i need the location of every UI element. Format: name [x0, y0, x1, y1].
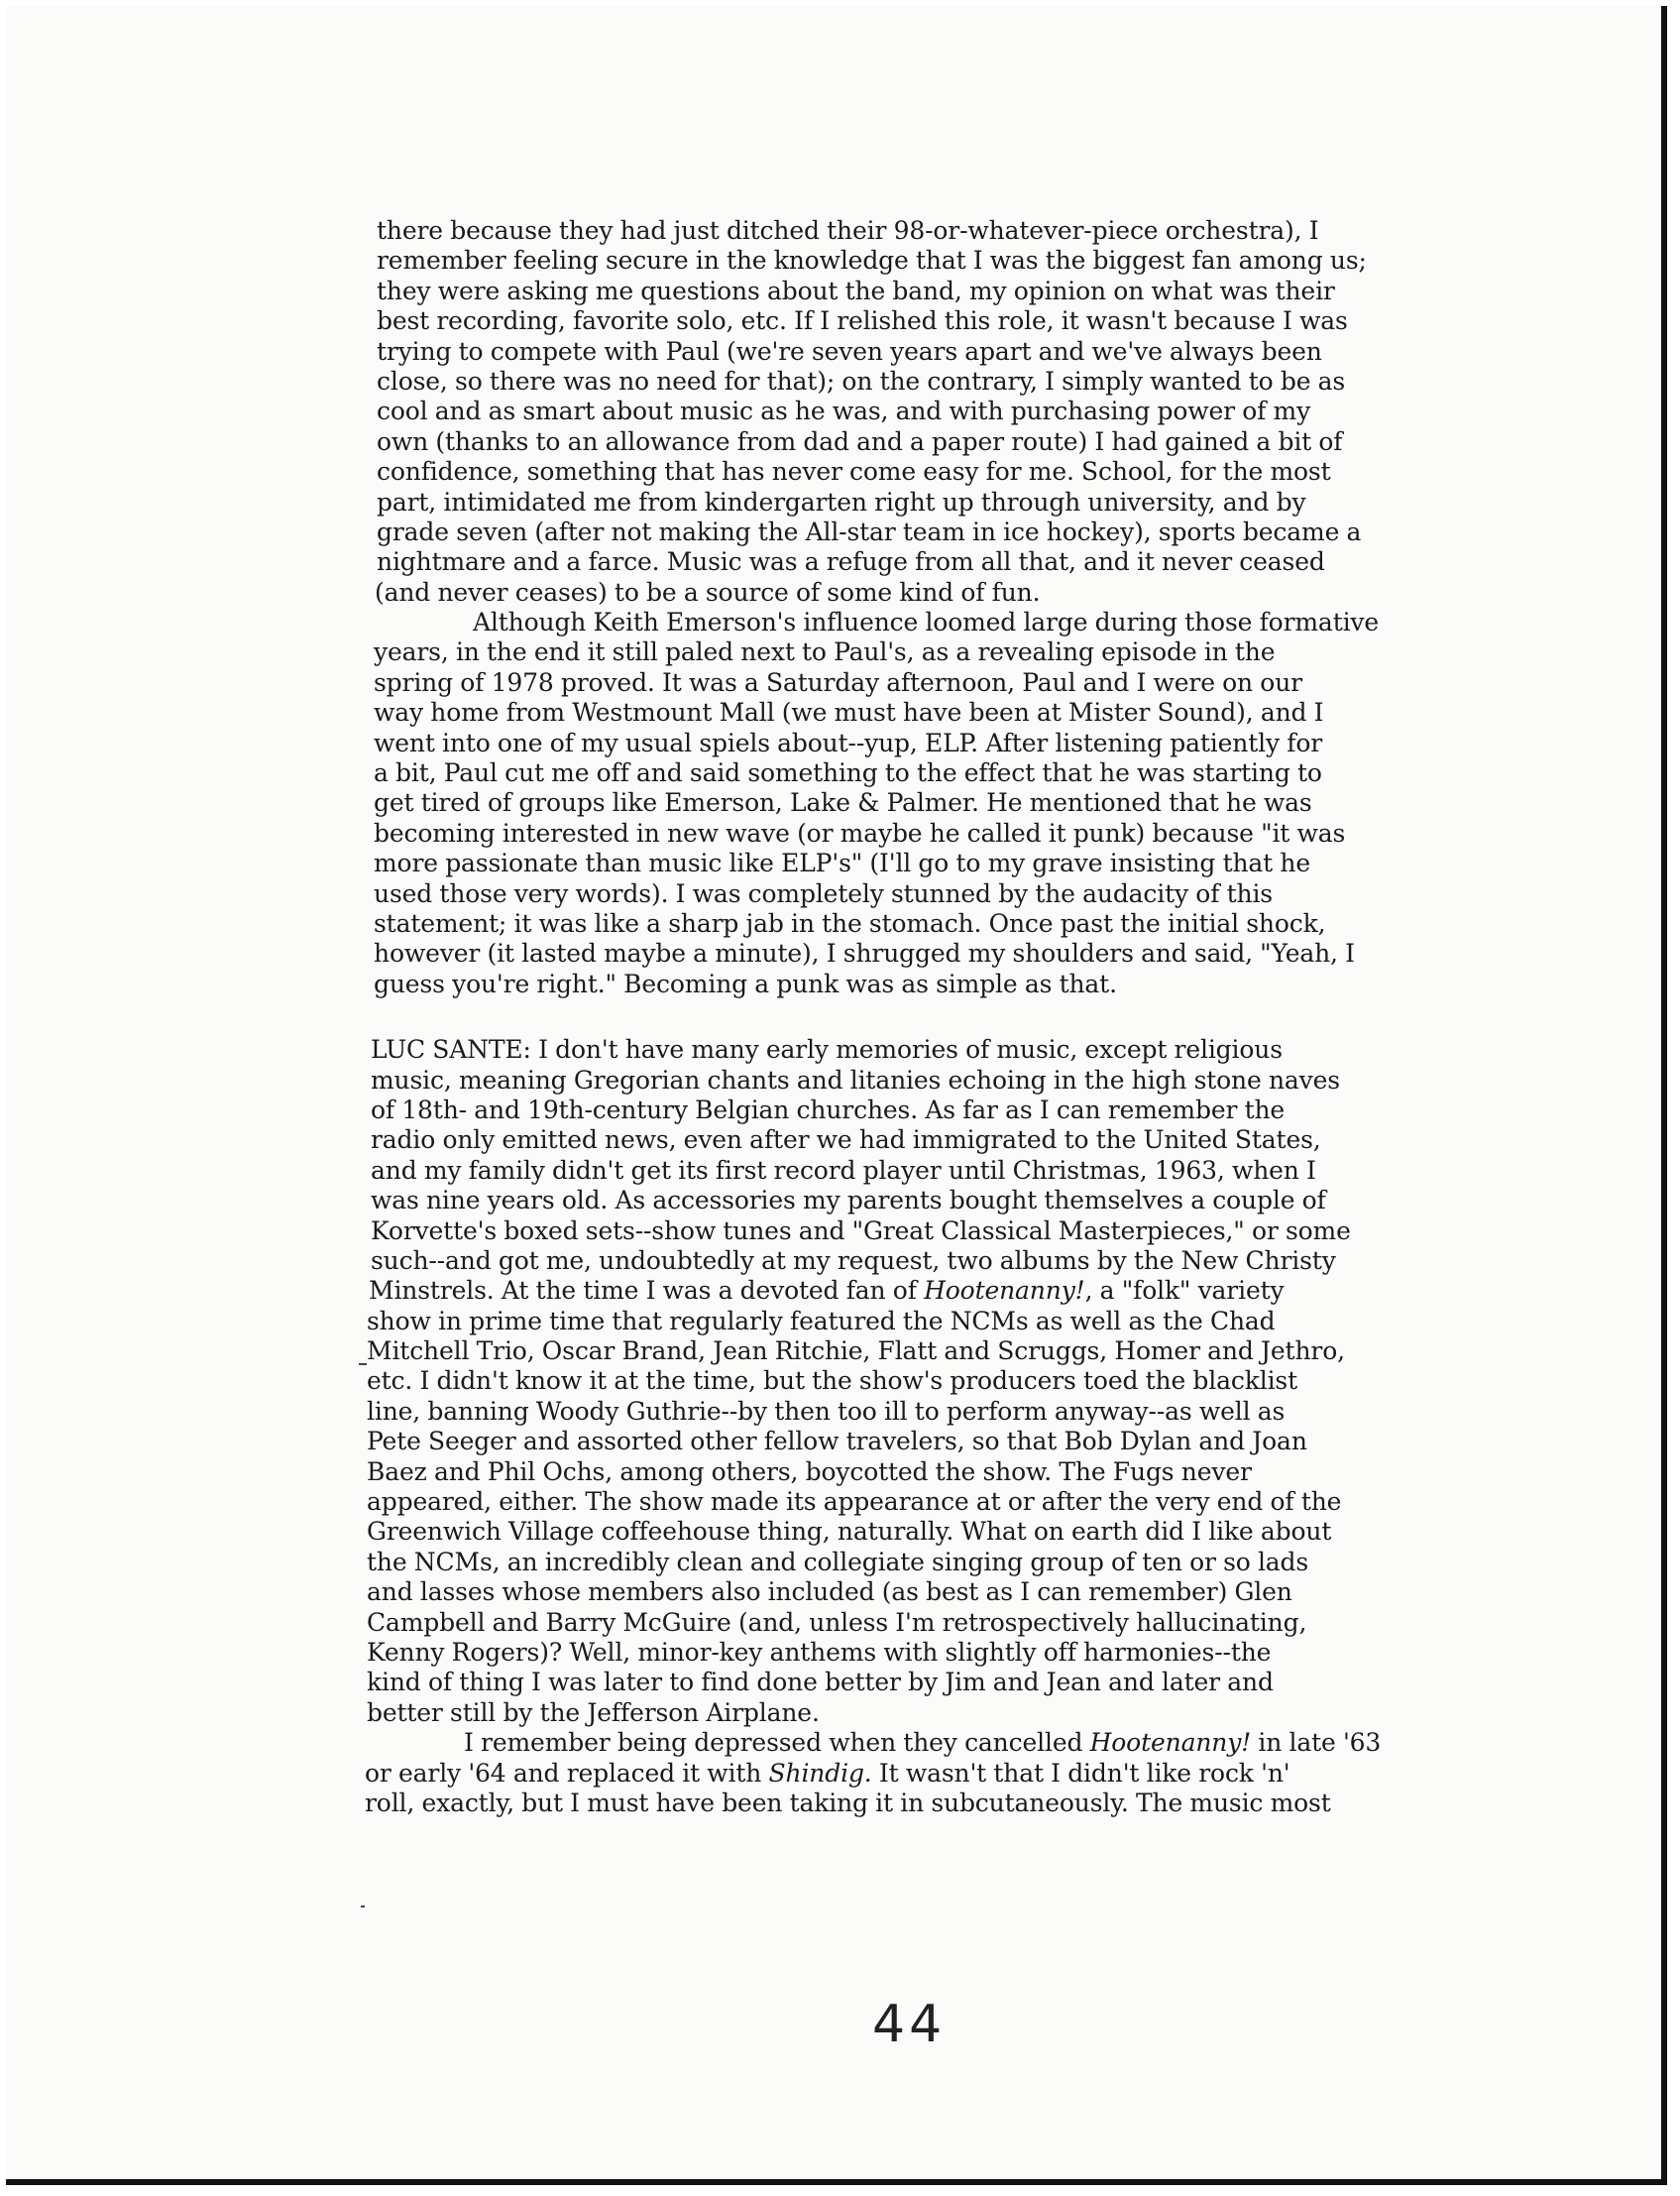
paragraph-2-line: [374, 608, 1452, 637]
text-run: they were asking me questions about the band, my opinion on what was their: [377, 276, 1335, 305]
paragraph-3-line: [367, 1577, 1452, 1607]
text-run: Although Keith Emerson's influence loomed large during those formative: [473, 608, 1380, 637]
text-run: Baez and Phil Ochs, among others, boycotted the show. The Fugs never: [367, 1456, 1252, 1486]
paragraph-2-line: [374, 819, 1452, 849]
text-run: confidence, something that has never come easy for me. School, for the most: [377, 457, 1331, 487]
paragraph-1-line: [377, 306, 1452, 336]
text-run: get tired of groups like Emerson, Lake & Palmer. He mentioned that he was: [374, 788, 1312, 818]
paragraph-3-line: [367, 1608, 1452, 1638]
speaker-name: LUC SANTE:: [371, 1035, 531, 1065]
text-run: It wasn't that I didn't like rock 'n': [871, 1758, 1290, 1788]
text-run: however (it lasted maybe a minute), I shrugged my shoulders and said, "Yeah, I: [374, 939, 1355, 969]
paragraph-1-line: [377, 246, 1452, 276]
paragraph-3-line: [367, 1487, 1452, 1517]
show-title: Hootenanny!: [924, 1276, 1085, 1306]
paragraph-3-line: [371, 1246, 1452, 1276]
text-run: cool and as smart about music as he was, and with purchasing power of my: [377, 397, 1311, 426]
text-run: becoming interested in new wave (or maybe he called it punk) because "it was: [374, 818, 1346, 848]
text-run: better still by the Jefferson Airplane.: [367, 1697, 820, 1727]
document-body: [365, 216, 1452, 1818]
paragraph-3-line: [367, 1668, 1452, 1697]
text-run: I remember being depressed when they cancelled: [464, 1728, 1090, 1758]
text-run: and my family didn't get its first record player until Christmas, 1963, when I: [371, 1155, 1316, 1185]
text-run: radio only emitted news, even after we had immigrated to the United States,: [371, 1125, 1321, 1155]
paragraph-3-line: [371, 1156, 1452, 1186]
text-run: , a "folk" variety: [1084, 1276, 1285, 1306]
text-run: trying to compete with Paul (we're seven years apart and we've always been: [377, 336, 1322, 366]
text-run: roll, exactly, but I must have been taking it in subcutaneously. The music most: [365, 1788, 1331, 1817]
text-run: best recording, favorite solo, etc. If I relished this role, it wasn't because I was: [377, 306, 1348, 336]
paragraph-1-line: [377, 457, 1452, 487]
text-run: was nine years old. As accessories my parents bought themselves a couple of: [371, 1186, 1326, 1215]
paragraph-2-line: [374, 698, 1452, 728]
paragraph-3-line: [367, 1698, 1452, 1728]
paragraph-3-line: [367, 1548, 1452, 1577]
text-run: Pete Seeger and assorted other fellow travelers, so that Bob Dylan and Joan: [367, 1427, 1307, 1456]
text-run: (and never ceases) to be a source of some kind of fun.: [375, 577, 1041, 607]
text-run: nightmare and a farce. Music was a refuge from all that, and it never ceased: [377, 547, 1325, 577]
paragraph-2-line: [374, 939, 1452, 969]
text-run: years, in the end it still paled next to Paul's, as a revealing episode in the: [374, 637, 1276, 667]
text-run: used those very words). I was completely stunned by the audacity of this: [374, 878, 1273, 908]
stray-mark: [361, 1906, 365, 1907]
show-title: Hootenanny!: [1089, 1728, 1252, 1758]
paragraph-1-line: [377, 277, 1452, 306]
paragraph-3-line: [371, 1186, 1452, 1215]
text-run: in late '63: [1251, 1728, 1382, 1758]
paragraph-2-line: [374, 970, 1452, 999]
text-run: the NCMs, an incredibly clean and collegiate singing group of ten or so lads: [367, 1547, 1309, 1576]
paragraph-3-line: [371, 1125, 1452, 1155]
paragraph-3-line: [369, 1276, 1452, 1306]
text-run: guess you're right." Becoming a punk was as simple as that.: [374, 969, 1117, 998]
text-run: spring of 1978 proved. It was a Saturday afternoon, Paul and I were on our: [374, 667, 1302, 697]
paragraph-3-line: [367, 1366, 1452, 1396]
text-run: went into one of my usual spiels about--yup, ELP. After listening patiently for: [374, 728, 1323, 757]
text-run: music, meaning Gregorian chants and litanies echoing in the high stone naves: [371, 1065, 1340, 1095]
text-run: show in prime time that regularly featured the NCMs as well as the Chad: [367, 1306, 1276, 1335]
paragraph-3-line: [367, 1638, 1452, 1668]
paragraph-2-line: [374, 788, 1452, 818]
text-run: Greenwich Village coffeehouse thing, naturally. What on earth did I like about: [367, 1517, 1332, 1547]
stray-mark: [359, 1363, 367, 1365]
paragraph-4-line: [365, 1759, 1452, 1789]
text-run: there because they had just ditched their 98-or-whatever-piece orchestra), I: [377, 216, 1319, 245]
paragraph-3-line: [367, 1427, 1452, 1456]
paragraph-2-line: [374, 758, 1452, 788]
paragraph-1-line: [377, 547, 1452, 577]
paragraph-2-line: [374, 849, 1452, 878]
paragraph-3-line: [371, 1066, 1452, 1096]
text-run: and lasses whose members also included (as best as I can remember) Glen: [367, 1577, 1292, 1607]
text-run: etc. I didn't know it at the time, but the show's producers toed the blacklist: [367, 1366, 1297, 1396]
page-number: 44: [872, 1995, 947, 2054]
text-run: remember feeling secure in the knowledge that I was the biggest fan among us;: [377, 246, 1367, 276]
paragraph-1-line: [377, 397, 1452, 426]
paragraph-3-line: [371, 1035, 1452, 1065]
text-run: Mitchell Trio, Oscar Brand, Jean Ritchie, Flatt and Scruggs, Homer and Jethro,: [367, 1336, 1345, 1366]
paragraph-1-line: [377, 518, 1452, 547]
text-run: or early '64 and replaced it with: [365, 1758, 769, 1788]
paragraph-1-line: [377, 488, 1452, 518]
paragraph-2-line: [374, 879, 1452, 909]
text-run: Minstrels. At the time I was a devoted fan of: [369, 1276, 925, 1306]
paragraph-3-line: [371, 1216, 1452, 1246]
paragraph-3-line: [367, 1517, 1452, 1547]
paragraph-2-line: [374, 668, 1452, 698]
paragraph-3-line: [367, 1307, 1452, 1336]
text-run: such--and got me, undoubtedly at my request, two albums by the New Christy: [371, 1245, 1336, 1275]
paragraph-2-line: [374, 909, 1452, 939]
text-run: grade seven (after not making the All-star team in ice hockey), sports became a: [377, 517, 1362, 546]
text-run: own (thanks to an allowance from dad and a paper route) I had gained a bit of: [377, 426, 1343, 456]
text-run: appeared, either. The show made its appearance at or after the very end of the: [367, 1487, 1342, 1517]
text-run: statement; it was like a sharp jab in the stomach. Once past the initial shock,: [374, 908, 1326, 938]
text-run: way home from Westmount Mall (we must have been at Mister Sound), and I: [374, 698, 1324, 728]
paragraph-4-line: [365, 1789, 1452, 1818]
paragraph-1-line: [377, 427, 1452, 457]
paragraph-3-line: [371, 1096, 1452, 1125]
paragraph-2-line: [374, 729, 1452, 758]
text-run: of 18th- and 19th-century Belgian churches. As far as I can remember the: [371, 1095, 1286, 1124]
text-run: more passionate than music like ELP's" (I'll go to my grave insisting that he: [374, 849, 1310, 878]
paragraph-1-line: [377, 216, 1452, 246]
text-run: close, so there was no need for that); on the contrary, I simply wanted to be as: [377, 366, 1346, 396]
text-run: part, intimidated me from kindergarten right up through university, and by: [377, 487, 1306, 517]
paragraph-4-line: [365, 1728, 1452, 1758]
paragraph-3-line: [367, 1397, 1452, 1427]
paragraph-1-line: [377, 367, 1452, 397]
paragraph-1-line: [377, 337, 1452, 367]
text-run: Korvette's boxed sets--show tunes and "Great Classical Masterpieces," or some: [371, 1215, 1351, 1245]
paragraph-1-line: [375, 578, 1452, 608]
text-run: a bit, Paul cut me off and said something to the effect that he was starting to: [374, 758, 1322, 788]
paragraph-3-line: [367, 1336, 1452, 1366]
paragraph-2-line: [374, 637, 1452, 667]
text-run: kind of thing I was later to find done better by Jim and Jean and later and: [367, 1668, 1274, 1697]
paragraph-3-line: [367, 1457, 1452, 1487]
text-run: Kenny Rogers)? Well, minor-key anthems with slightly off harmonies--the: [367, 1637, 1272, 1667]
text-run: I don't have many early memories of music, except religious: [530, 1035, 1283, 1065]
paragraph-gap: [377, 999, 1452, 1035]
show-title: Shindig.: [768, 1758, 872, 1788]
text-run: Campbell and Barry McGuire (and, unless I'm retrospectively hallucinating,: [367, 1607, 1307, 1637]
text-run: line, banning Woody Guthrie--by then too ill to perform anyway--as well as: [367, 1396, 1286, 1426]
